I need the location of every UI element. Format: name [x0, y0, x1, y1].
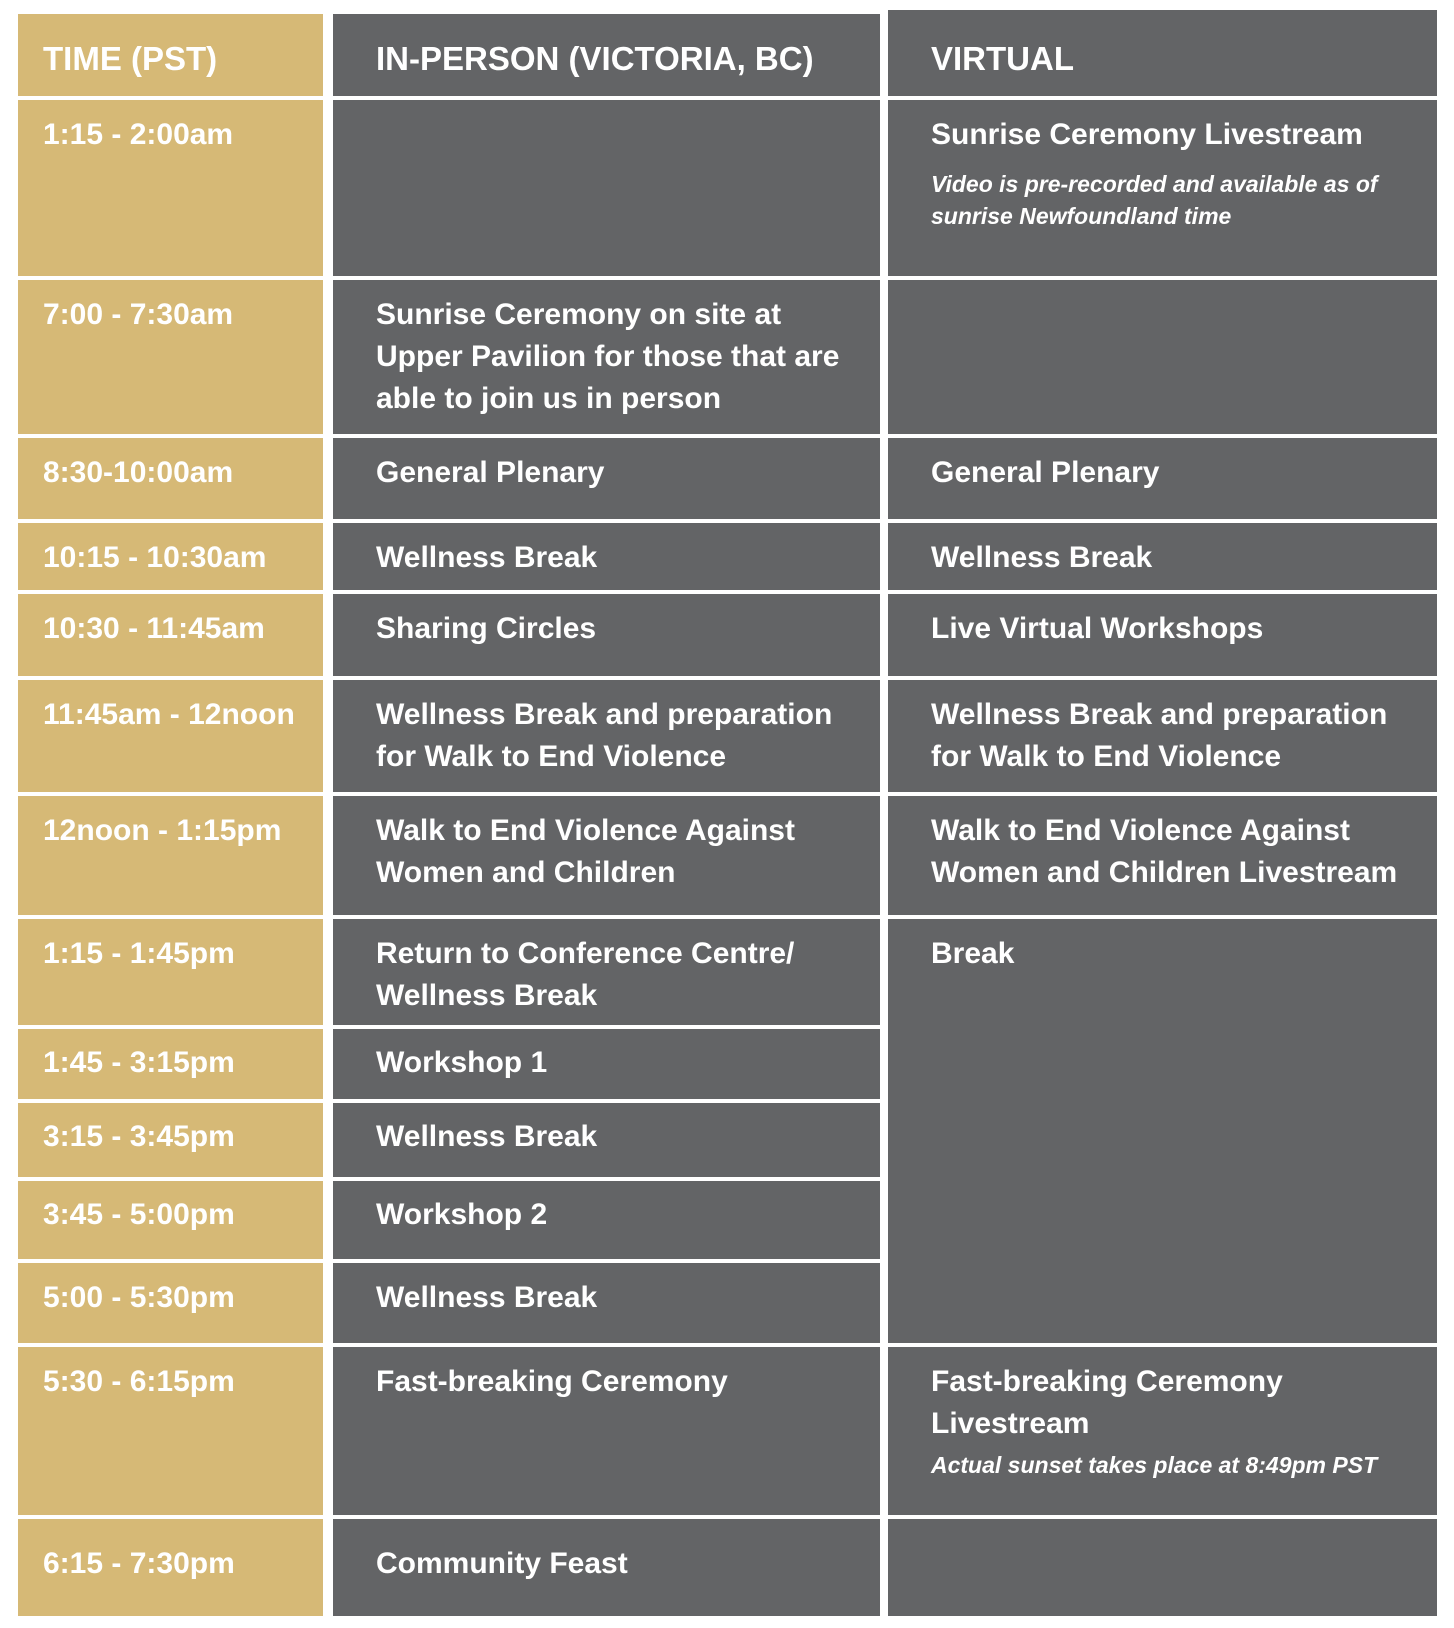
time-cell: 1:45 - 3:15pm: [18, 1029, 323, 1099]
virtual-fast-breaking-title: Fast-breaking Ceremony Livestream: [931, 1365, 1283, 1440]
in-person-wellness-break: Wellness Break: [333, 523, 880, 590]
time-cell: 5:30 - 6:15pm: [18, 1347, 323, 1515]
time-cell: 12noon - 1:15pm: [18, 796, 323, 915]
header-time: TIME (PST): [18, 14, 323, 96]
time-cell: 6:15 - 7:30pm: [18, 1519, 323, 1616]
virtual-walk-livestream: Walk to End Violence Against Women and Children Livestream: [888, 796, 1437, 915]
virtual-empty-cell: [888, 280, 1437, 434]
time-cell: 10:30 - 11:45am: [18, 594, 323, 676]
in-person-sunrise-ceremony: Sunrise Ceremony on site at Upper Pavilion for those that are able to join us in person: [333, 280, 880, 434]
virtual-sunrise-title: Sunrise Ceremony Livestream: [931, 118, 1363, 151]
time-cell: 1:15 - 1:45pm: [18, 919, 323, 1025]
in-person-empty-cell: [333, 100, 880, 276]
virtual-empty-cell: [888, 1519, 1437, 1616]
virtual-break: Break: [888, 919, 1437, 1343]
time-cell: 5:00 - 5:30pm: [18, 1263, 323, 1343]
virtual-sunrise-livestream: [888, 100, 1437, 276]
in-person-wellness-break: Wellness Break: [333, 1263, 880, 1343]
virtual-wellness-break: Wellness Break: [888, 523, 1437, 590]
time-cell: 8:30-10:00am: [18, 438, 323, 519]
virtual-sunrise-note: Video is pre-recorded and available as of sunrise Newfoundland time: [931, 171, 1378, 229]
in-person-sharing-circles: Sharing Circles: [333, 594, 880, 676]
header-virtual: VIRTUAL: [888, 10, 1437, 96]
in-person-fast-breaking-ceremony: Fast-breaking Ceremony: [333, 1347, 880, 1515]
time-cell: 10:15 - 10:30am: [18, 523, 323, 590]
time-cell: 3:15 - 3:45pm: [18, 1103, 323, 1177]
virtual-live-workshops: Live Virtual Workshops: [888, 594, 1437, 676]
in-person-wellness-break: Wellness Break: [333, 1103, 880, 1177]
in-person-workshop-1: Workshop 1: [333, 1029, 880, 1099]
in-person-workshop-2: Workshop 2: [333, 1181, 880, 1259]
time-cell: 3:45 - 5:00pm: [18, 1181, 323, 1259]
in-person-walk-preparation: Wellness Break and preparation for Walk to End Violence: [333, 680, 880, 792]
virtual-general-plenary: General Plenary: [888, 438, 1437, 519]
in-person-return-to-centre: Return to Conference Centre/ Wellness Break: [333, 919, 880, 1025]
in-person-community-feast: Community Feast: [333, 1519, 880, 1616]
time-cell: 11:45am - 12noon: [18, 680, 323, 792]
virtual-walk-preparation: Wellness Break and preparation for Walk to End Violence: [888, 680, 1437, 792]
time-cell: 1:15 - 2:00am: [18, 100, 323, 276]
in-person-general-plenary: General Plenary: [333, 438, 880, 519]
time-cell: 7:00 - 7:30am: [18, 280, 323, 434]
virtual-sunset-note: Actual sunset takes place at 8:49pm PST: [931, 1452, 1378, 1478]
header-in-person: IN-PERSON (VICTORIA, BC): [333, 14, 880, 96]
virtual-fast-breaking-livestream: [888, 1347, 1437, 1515]
in-person-walk-to-end-violence: Walk to End Violence Against Women and Children: [333, 796, 880, 915]
